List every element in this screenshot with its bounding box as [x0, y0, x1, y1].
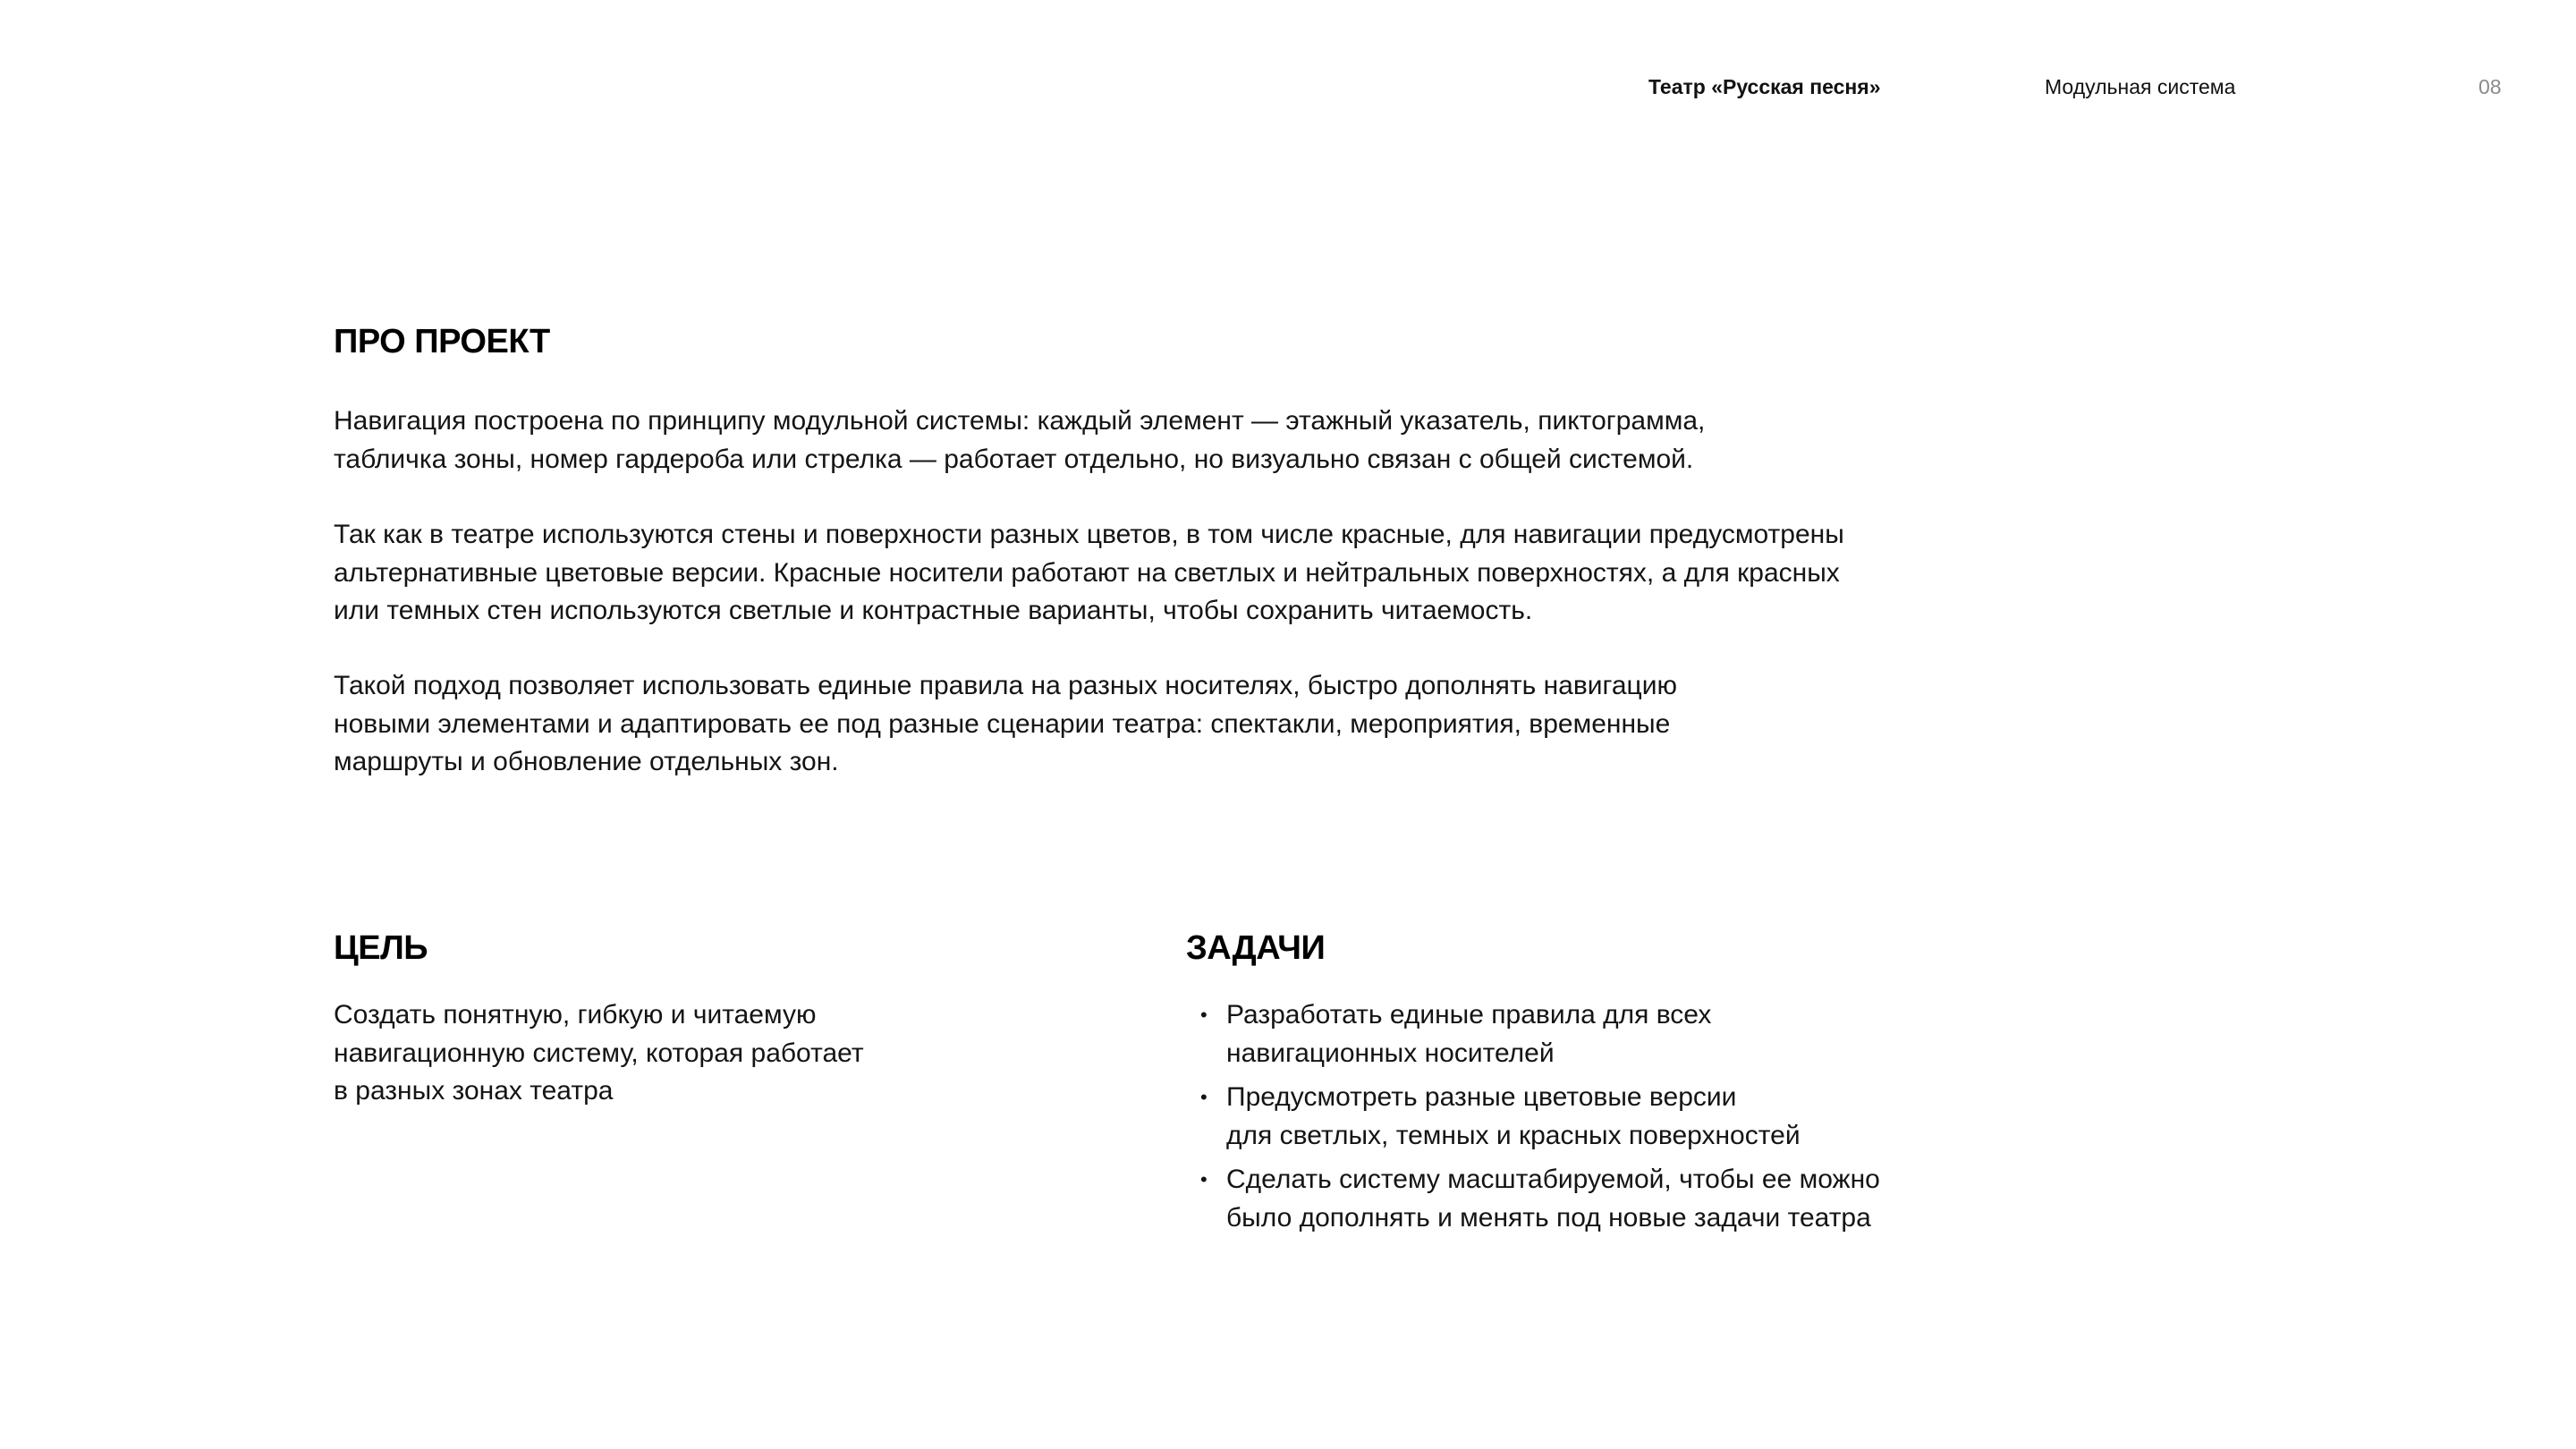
task-item [1186, 1079, 1880, 1155]
about-heading: ПРО ПРОЕКТ [334, 323, 550, 360]
header-project-title: Театр «Русская песня» [1648, 75, 1881, 98]
goal-heading: ЦЕЛЬ [334, 929, 428, 967]
goal-text [334, 996, 864, 1111]
about-paragraph-1-line: Навигация построена по принципу модульной системы: каждый элемент — этажный указатель, пиктограмма, [334, 406, 1706, 436]
goal-text-line: навигационную систему, которая работает [334, 1038, 864, 1068]
about-paragraph-3 [334, 667, 1677, 782]
about-paragraph-2-line: Так как в театре используются стены и поверхности разных цветов, в том числе красные, для навигации предусмотрены [334, 520, 1844, 549]
about-paragraph-1-line: табличка зоны, номер гардероба или стрелка — работает отдельно, но визуально связан с общей системой. [334, 444, 1694, 474]
task-item-line: было дополнять и менять под новые задачи театра [1226, 1202, 1871, 1233]
header-section-title: Модульная система [2045, 75, 2236, 98]
page-number: 08 [2479, 75, 2502, 98]
task-item [1186, 1161, 1880, 1237]
about-paragraph-3-line: новыми элементами и адаптировать ее под разные сценарии театра: спектакли, мероприятия, временные [334, 708, 1671, 739]
about-paragraph-3-line: маршруты и обновление отдельных зон. [334, 747, 839, 776]
goal-text-line: Создать понятную, гибкую и читаемую [334, 1000, 817, 1030]
about-paragraph-2-line: альтернативные цветовые версии. Красные носители работают на светлых и нейтральных поверхностях, а для красных [334, 557, 1840, 588]
task-item-line: для светлых, темных и красных поверхностей [1226, 1120, 1801, 1150]
bullet-icon: • [1200, 1086, 1208, 1108]
about-paragraph-2-line: или темных стен используются светлые и контрастные варианты, чтобы сохранить читаемость. [334, 596, 1533, 625]
tasks-heading: ЗАДАЧИ [1186, 929, 1326, 967]
bullet-icon: • [1200, 1004, 1208, 1026]
about-paragraph-1 [334, 402, 1705, 479]
goal-text-line: в разных зонах театра [334, 1076, 614, 1106]
task-item-line: Предусмотреть разные цветовые версии [1226, 1082, 1737, 1112]
task-item-line: Разработать единые правила для всех [1226, 1000, 1712, 1030]
tasks-list [1186, 996, 1880, 1243]
task-item [1186, 996, 1880, 1072]
about-paragraph-2 [334, 516, 1844, 631]
bullet-icon: • [1200, 1168, 1208, 1191]
task-item-line: Сделать систему масштабируемой, чтобы ее можно [1226, 1165, 1880, 1194]
about-paragraph-3-line: Такой подход позволяет использовать единые правила на разных носителях, быстро дополнять навигацию [334, 671, 1677, 700]
task-item-line: навигационных носителей [1226, 1038, 1555, 1068]
